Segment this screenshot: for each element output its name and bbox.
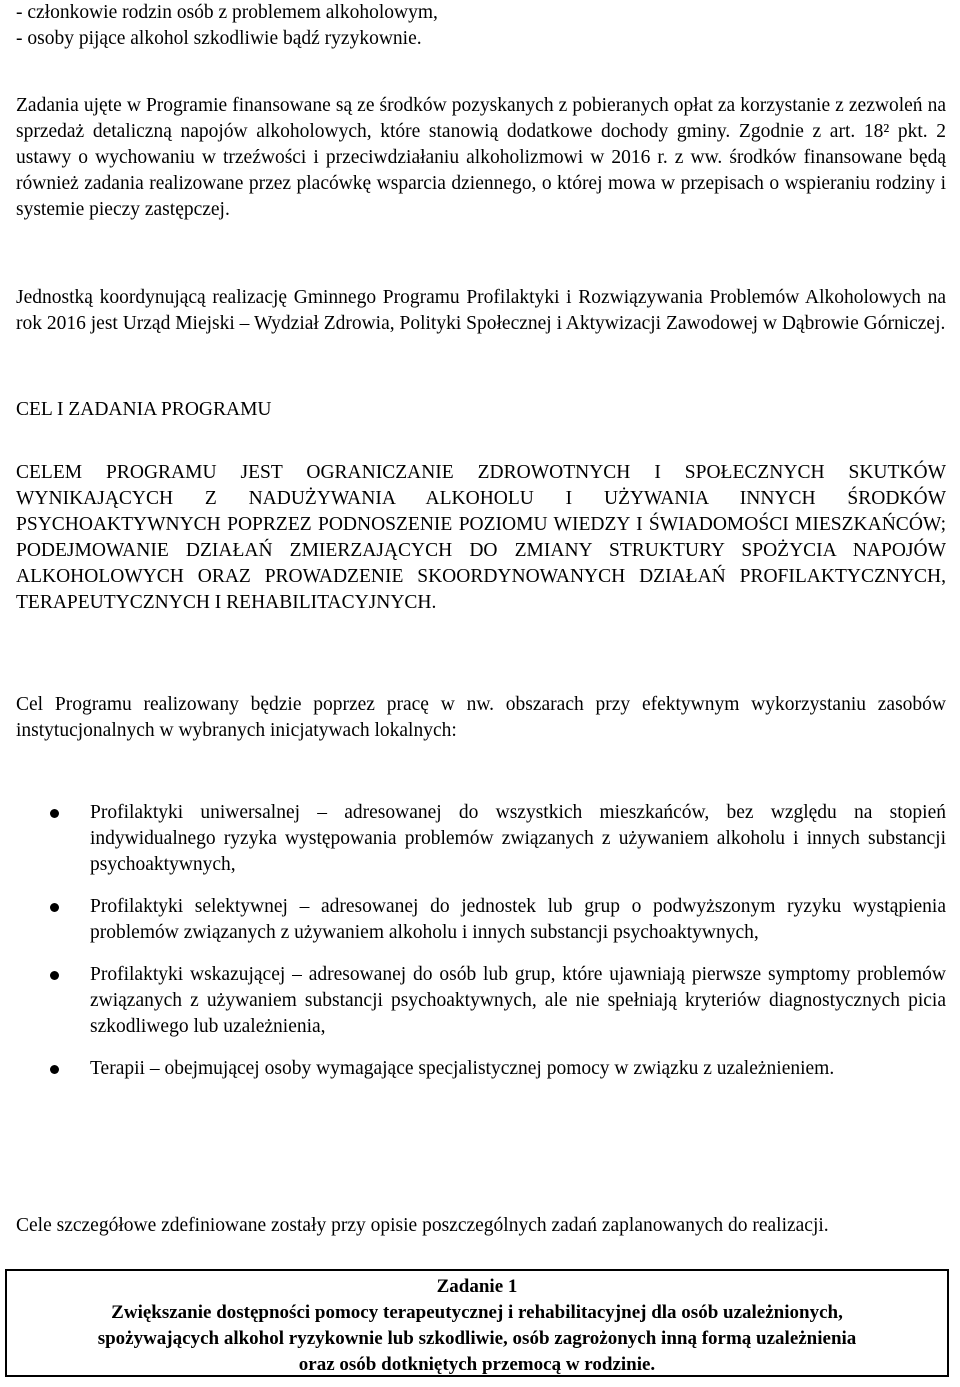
- bullet-icon: [50, 809, 59, 818]
- target-group-list: [16, 0, 946, 52]
- section-heading-block: [16, 397, 946, 423]
- section-heading: CEL I ZADANIA PROGRAMU: [16, 399, 272, 420]
- target-group-line-1: - członkowie rodzin osób z problemem alkoholowym,: [16, 2, 438, 23]
- areas-intro: Cel Programu realizowany będzie poprzez pracę w nw. obszarach przy efektywnym wykorzystaniu zasobów instytucjonalnych w wybranych inicjatywach lokalnych:: [16, 694, 946, 741]
- goal-statement-block: [16, 460, 946, 616]
- task-title: Zadanie 1: [436, 1276, 518, 1297]
- bullet-icon: [50, 1065, 59, 1074]
- coordinator-paragraph-block: [16, 285, 946, 337]
- coordinator-paragraph: Jednostką koordynującą realizację Gminnego Programu Profilaktyki i Rozwiązywania Problemów Alkoholowych na rok 2016 jest Urząd Miejski – Wydział Zdrowia, Polityki Społecznej i Aktywizacji Zawodowej w Dąbrowie Górniczej.: [16, 287, 946, 334]
- list-item: [16, 894, 946, 946]
- funding-paragraph-block: [16, 93, 946, 223]
- funding-paragraph: Zadania ujęte w Programie finansowane są ze środków pozyskanych z pobieranych opłat za korzystanie z zezwoleń na sprzedaż detaliczną napojów alkoholowych, które stanowią dodatkowe dochody gminy. Zgodnie z art. 18² pkt. 2 ustawy o wychowaniu w trzeźwości i przeciwdziałaniu alkoholizmowi w 2016 r. z ww. środków finansowane będą również zadania realizowane przez placówkę wsparcia dziennego, o której mowa w przepisach o wspieraniu rodziny i systemie pieczy zastępczej.: [16, 95, 946, 220]
- task-description-line-2: spożywających alkohol ryzykownie lub szkodliwie, osób zagrożonych inną formą uzależnienia: [97, 1328, 857, 1349]
- target-group-line-2: - osoby pijące alkohol szkodliwie bądź ryzykownie.: [16, 28, 422, 49]
- goal-statement: CELEM PROGRAMU JEST OGRANICZANIE ZDROWOTNYCH I SPOŁECZNYCH SKUTKÓW WYNIKAJĄCYCH Z NADUŻYWANIA ALKOHOLU I UŻYWANIA INNYCH ŚRODKÓW PSYCHOAKTYWNYCH POPRZEZ PODNOSZENIE POZIOMU WIEDZY I ŚWIADOMOŚCI MIESZKAŃCÓW; PODEJMOWANIE DZIAŁAŃ ZMIERZAJĄCYCH DO ZMIANY STRUKTURY SPOŻYCIA NAPOJÓW ALKOHOLOWYCH ORAZ PROWADZENIE SKOORDYNOWANYCH DZIAŁAŃ PROFILAKTYCZNYCH, TERAPEUTYCZNYCH I REHABILITACYJNYCH.: [16, 462, 946, 613]
- areas-intro-block: [16, 692, 946, 744]
- detailed-goals-block: [16, 1213, 946, 1239]
- list-item-text: Profilaktyki wskazującej – adresowanej do osób lub grup, które ujawniają pierwsze symptomy problemów związanych z używaniem substancji psychoaktywnych, ale nie spełniają kryteriów diagnostycznych picia szkodliwego lub uzależnienia,: [90, 964, 946, 1037]
- list-item-text: Terapii – obejmującej osoby wymagające specjalistycznej pomocy w związku z uzależnieniem.: [90, 1058, 835, 1079]
- list-item: [16, 1056, 946, 1082]
- task-box: [5, 1269, 949, 1377]
- bullet-icon: [50, 903, 59, 912]
- detailed-goals: Cele szczegółowe zdefiniowane zostały przy opisie poszczególnych zadań zaplanowanych do realizacji.: [16, 1215, 829, 1236]
- list-item-text: Profilaktyki uniwersalnej – adresowanej do wszystkich mieszkańców, bez względu na stopień indywidualnego ryzyka występowania problemów związanych z używaniem alkoholu i innych substancji psychoaktywnych,: [90, 802, 946, 875]
- bullet-icon: [50, 971, 59, 980]
- list-item-text: Profilaktyki selektywnej – adresowanej do jednostek lub grup o podwyższonym ryzyku wystąpienia problemów związanych z używaniem alkoholu i innych substancji psychoaktywnych,: [90, 896, 946, 943]
- task-description-line-1: Zwiększanie dostępności pomocy terapeutycznej i rehabilitacyjnej dla osób uzależnionych,: [111, 1302, 843, 1323]
- list-item: [16, 962, 946, 1040]
- areas-list: [16, 800, 946, 1082]
- task-description-line-3: oraz osób dotkniętych przemocą w rodzinie.: [298, 1354, 656, 1375]
- list-item: [16, 800, 946, 878]
- areas-list-block: [16, 800, 946, 1082]
